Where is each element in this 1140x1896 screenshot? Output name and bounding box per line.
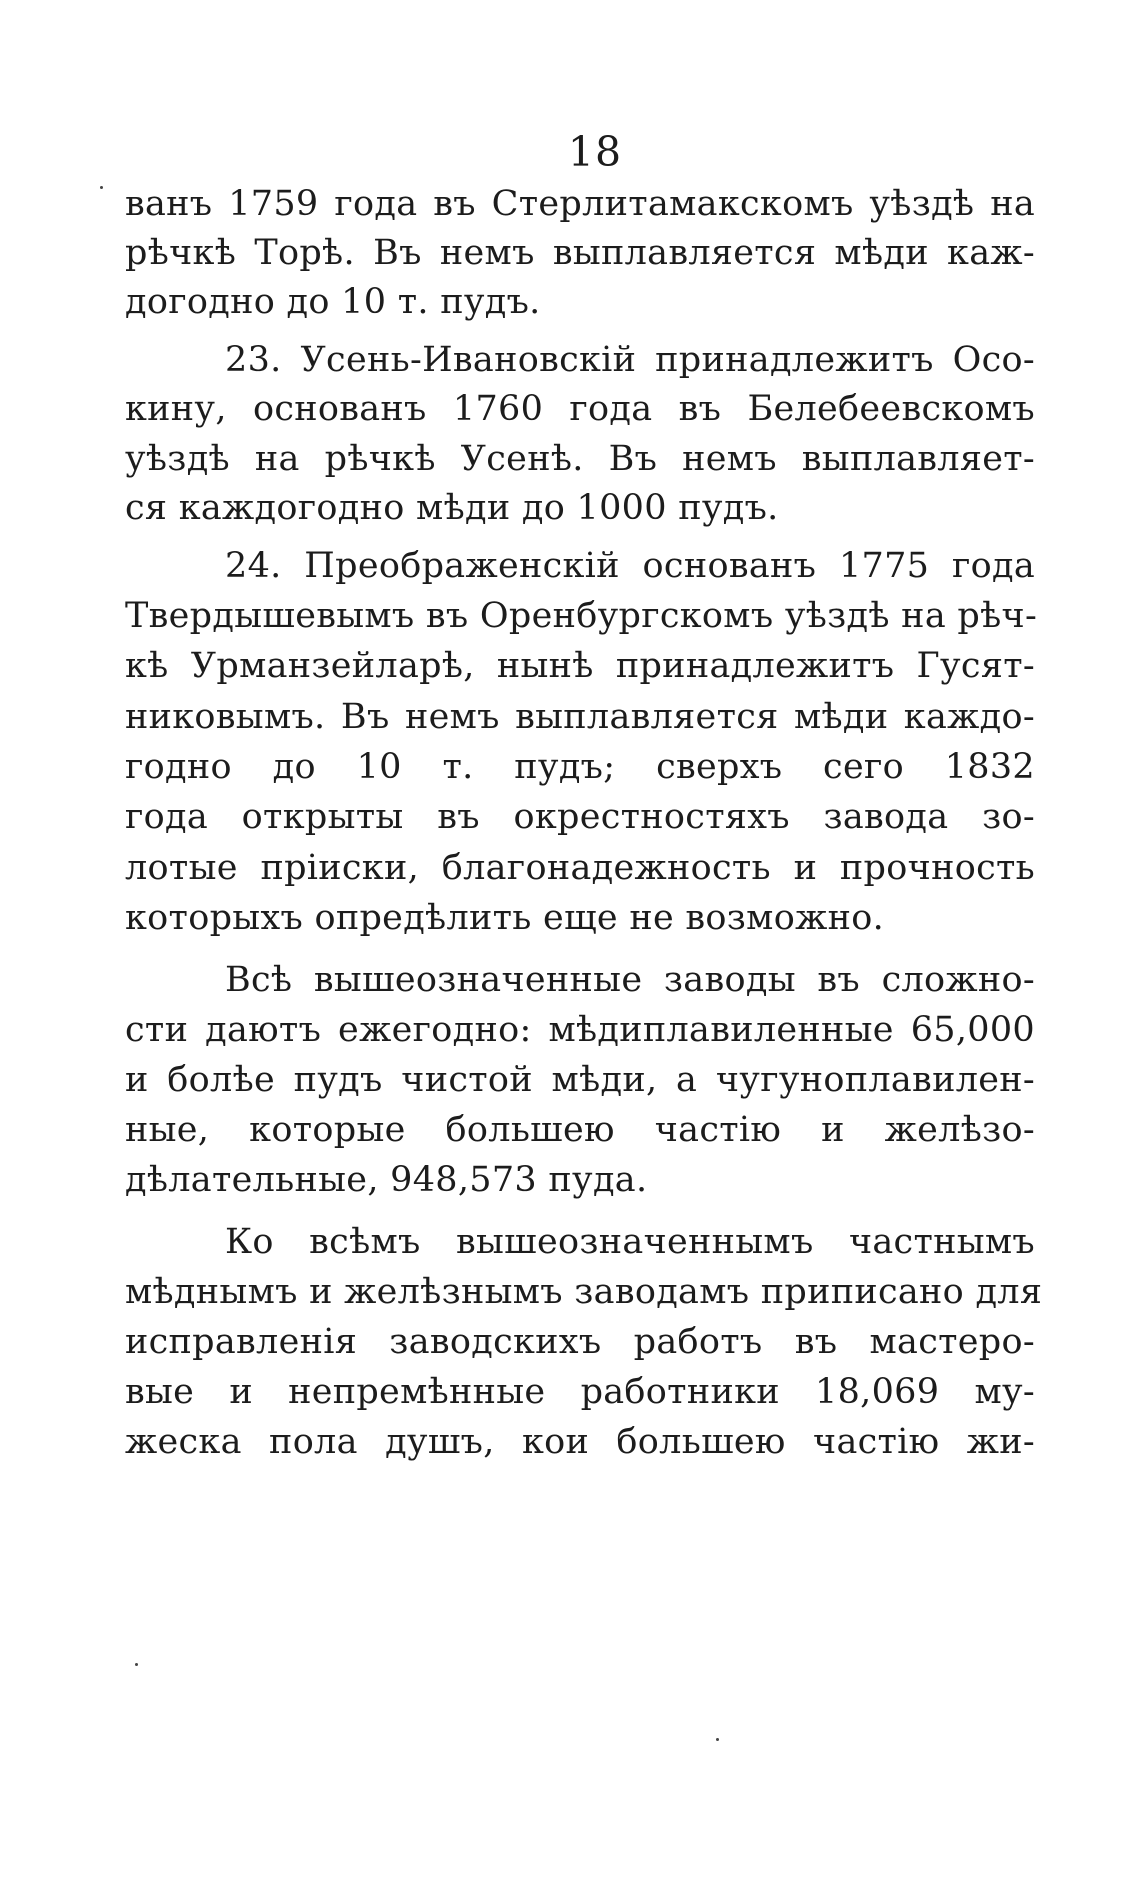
text-line: догодно до 10 т. пудъ. — [125, 282, 541, 322]
text-line: Твердышевымъ въ Оренбургскомъ уѣздѣ на рѣч- — [125, 596, 1038, 636]
scan-speck — [716, 1738, 719, 1741]
text-line: дѣлательные, 948,573 пуда. — [125, 1160, 648, 1200]
text-line: мѣднымъ и желѣзнымъ заводамъ приписано для — [125, 1272, 1043, 1312]
text-line: исправленія заводскихъ работъ въ мастеро- — [125, 1322, 1035, 1362]
text-line: ные, которые большею частію и желѣзо- — [125, 1110, 1035, 1150]
text-line: вые и непремѣнные работники 18,069 му- — [125, 1372, 1035, 1412]
text-line: которыхъ опредѣлить еще не возможно. — [125, 898, 884, 938]
page-number: 18 — [567, 128, 623, 176]
text-line: рѣчкѣ Торѣ. Въ немъ выплавляется мѣди каж- — [125, 233, 1035, 273]
text-line: Всѣ вышеозначенные заводы въ сложно- — [225, 960, 1035, 1000]
text-line: года открыты въ окрестностяхъ завода зо- — [125, 797, 1035, 837]
text-line: ся каждогодно мѣди до 1000 пудъ. — [125, 488, 779, 528]
text-line: уѣздѣ на рѣчкѣ Усенѣ. Въ немъ выплавляет- — [125, 439, 1035, 479]
text-line: Ко всѣмъ вышеозначеннымъ частнымъ — [225, 1222, 1035, 1262]
text-line: лотые пріиски, благонадежность и прочность — [125, 848, 1035, 888]
text-line: годно до 10 т. пудъ; сверхъ сего 1832 — [125, 747, 1035, 787]
text-line: ванъ 1759 года въ Стерлитамакскомъ уѣздѣ на — [125, 184, 1035, 224]
text-line: кину, основанъ 1760 года въ Белебеевскомъ — [125, 389, 1035, 429]
text-line: никовымъ. Въ немъ выплавляется мѣди каждо- — [125, 697, 1035, 737]
scan-speck — [100, 186, 103, 189]
text-line: и болѣе пудъ чистой мѣди, а чугуноплавилен- — [125, 1060, 1035, 1100]
text-line: 23. Усень-Ивановскій принадлежитъ Осо- — [225, 340, 1035, 380]
text-line: сти даютъ ежегодно: мѣдиплавиленные 65,000 — [125, 1010, 1035, 1050]
text-line: 24. Преображенскій основанъ 1775 года — [225, 546, 1035, 586]
scan-speck — [135, 1663, 138, 1666]
text-line: жеска пола душъ, кои большею частію жи- — [125, 1422, 1035, 1462]
text-line: кѣ Урманзейларѣ, нынѣ принадлежитъ Гусят- — [125, 646, 1035, 686]
